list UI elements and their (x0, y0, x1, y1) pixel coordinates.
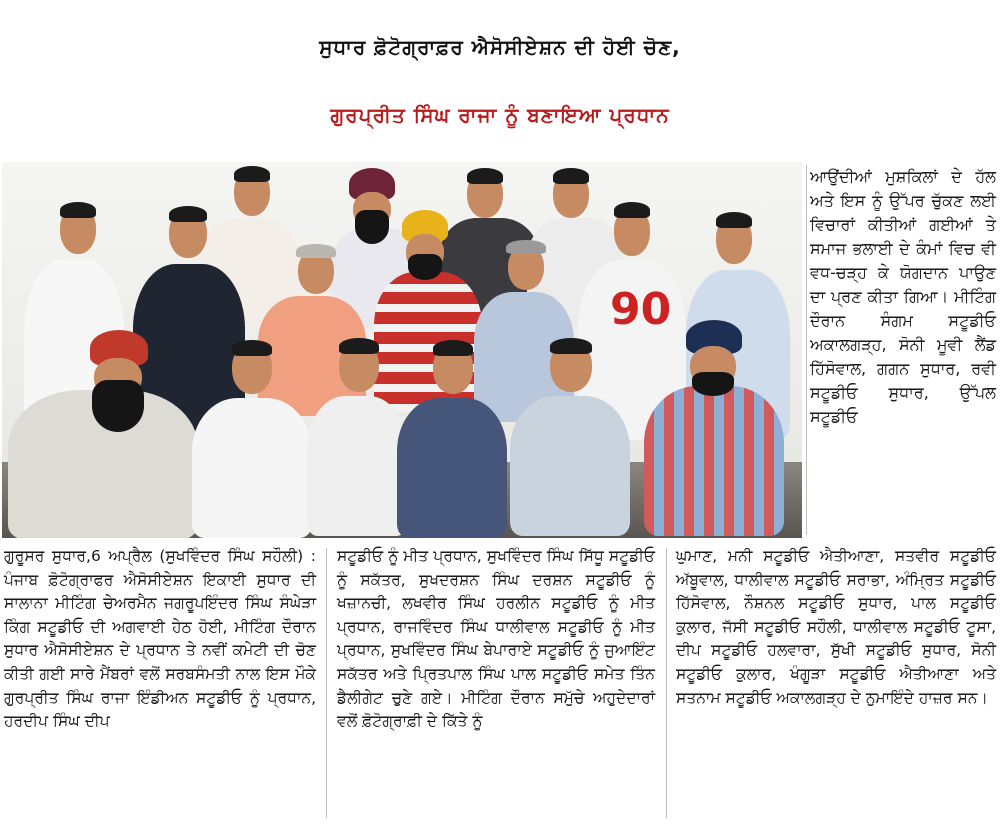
headline-line-2: ਗੁਰਪ੍ਰੀਤ ਸਿੰਘ ਰਾਜਾ ਨੂੰ ਬਣਾਇਆ ਪ੍ਰਧਾਨ (330, 103, 670, 127)
headline-line-1: ਸੁਧਾਰ ਫ਼ੋਟੋਗ੍ਰਾਫ਼ਰ ਐਸੋਸੀਏਸ਼ਨ ਦੀ ਹੋਈ ਚੋਣ, (319, 35, 681, 59)
side-column-text: ਆਉਂਦੀਆਂ ਮੁਸ਼ਕਿਲਾਂ ਦੇ ਹੱਲ ਅਤੇ ਇਸ ਨੂੰ ਉੱਪਰ ਚੁੱਕਣ ਲਈ ਵਿਚਾਰਾਂ ਕੀਤੀਆਂ ਗਈਆਂ ਤੇ ਸਮਾਜ ਭਲਾਈ ਦੇ ਕੰਮਾਂ ਵਿਚ ਵੀ ਵਧ-ਚੜ੍ਹ ਕੇ ਯੋਗਦਾਨ ਪਾਉਣ ਦਾ ਪ੍ਰਣ ਕੀਤਾ ਗਿਆ। ਮੀਟਿੰਗ ਦੌਰਾਨ ਸੰਗਮ ਸਟੂਡੀਓ ਅਕਾਲਗੜ੍ਹ, ਸੋਨੀ ਮੂਵੀ ਲੈਂਡ ਹਿੱਸੋਵਾਲ, ਗਗਨ ਸੁਧਾਰ, ਰਵੀ ਸਟੂਡੀਓ ਸੁਧਾਰ, ਉੱਪਲ ਸਟੂਡੀਓ (810, 167, 996, 426)
column-divider (806, 165, 807, 535)
column-divider (666, 548, 667, 818)
article-column-3: ਘੁਮਾਣ, ਮਨੀ ਸਟੂਡੀਓ ਐਤੀਆਣਾ, ਸਤਵੀਰ ਸਟੂਡੀਓ ਅੱਬੂਵਾਲ, ਧਾਲੀਵਾਲ ਸਟੂਡੀਓ ਸਰਾਭਾ, ਅੰਮ੍ਰਿਤ ਸਟੂਡੀਓ ਹਿੱਸੋਵਾਲ, ਨੌਸ਼ਨਲ ਸਟੂਡੀਓ ਸੁਧਾਰ, ਪਾਲ ਸਟੂਡੀਓ ਕੁਲਾਰ, ਜੱਸੀ ਸਟੂਡੀਓ ਸਹੌਲੀ, ਧਾਲੀਵਾਲ ਸਟੂਡੀਓ ਟੂਸਾ, ਦੀਪ ਸਟੂਡੀਓ ਹਲਵਾਰਾ, ਸੁੱਖੀ ਸਟੂਡੀਓ ਸੁਧਾਰ, ਸੋਨੀ ਸਟੂਡੀਓ ਕੁਲਾਰ, ਖੰਗੂੜਾ ਸਟੂਡੀਓ ਐਤੀਆਣਾ ਅਤੇ ਸਤਨਾਮ ਸਟੂਡੀਓ ਅਕਾਲਗੜ੍ਹ ਦੇ ਨੁਮਾਇੰਦੇ ਹਾਜ਼ਰ ਸਨ। (676, 547, 996, 707)
group-photo (2, 162, 802, 538)
article-column-2: ਸਟੂਡੀਓ ਨੂੰ ਮੀਤ ਪ੍ਰਧਾਨ, ਸੁਖਵਿੰਦਰ ਸਿੰਘ ਸਿੱਧੂ ਸਟੂਡੀਓ ਨੂੰ ਸਕੱਤਰ, ਸੁਖਦਰਸ਼ਨ ਸਿੰਘ ਦਰਸ਼ਨ ਸਟੂਡੀਓ ਨੂੰ ਖਜ਼ਾਨਚੀ, ਲਖਵੀਰ ਸਿੰਘ ਹਰਲੀਨ ਸਟੂਡੀਓ ਨੂੰ ਮੀਤ ਪ੍ਰਧਾਨ, ਰਾਜਵਿੰਦਰ ਸਿੰਘ ਧਾਲੀਵਾਲ ਸਟੂਡੀਓ ਨੂੰ ਮੀਤ ਪ੍ਰਧਾਨ, ਸੁਖਵਿੰਦਰ ਸਿੰਘ ਬੇਪਾਰਾਏ ਸਟੂਡੀਓ ਨੂੰ ਜੁਆਇੰਟ ਸਕੱਤਰ ਅਤੇ ਪ੍ਰਿਤਪਾਲ ਸਿੰਘ ਪਾਲ ਸਟੂਡੀਓ ਸਮੇਤ ਤਿੰਨ ਡੈਲੀਗੇਟ ਚੁਣੇ ਗਏ। ਮੀਟਿੰਗ ਦੌਰਾਨ ਸਮੁੱਚੇ ਅਹੁਦੇਦਾਰਾਂ ਵਲੋਂ ਫ਼ੋਟੋਗ੍ਰਾਫ਼ੀ ਦੇ ਕਿੱਤੇ ਨੂੰ (337, 547, 655, 731)
article-column-1: ਗੁਰੂਸਰ ਸੁਧਾਰ,6 ਅਪ੍ਰੈਲ (ਸੁਖਵਿੰਦਰ ਸਿੰਘ ਸਹੌਲੀ) : ਪੰਜਾਬ ਫ਼ੋਟੋਗ੍ਰਾਫਰ ਐਸੋਸੀਏਸ਼ਨ ਇਕਾਈ ਸੁਧਾਰ ਦੀ ਸਾਲਾਨਾ ਮੀਟਿੰਗ ਚੇਅਰਮੈਨ ਜਗਰੂਪਇੰਦਰ ਸਿੰਘ ਸੰਘੇੜਾ ਕਿੰਗ ਸਟੂਡੀਓ ਦੀ ਅਗਵਾਈ ਹੇਠ ਹੋਈ, ਮੀਟਿੰਗ ਦੌਰਾਨ ਸੁਧਾਰ ਐਸੋਸੀਏਸ਼ਨ ਦੇ ਪ੍ਰਧਾਨ ਤੇ ਨਵੀਂ ਕਮੇਟੀ ਦੀ ਚੋਣ ਕੀਤੀ ਗਈ ਸਾਰੇ ਮੈਂਬਰਾਂ ਵਲੋਂ ਸਰਬਸੰਮਤੀ ਨਾਲ ਇਸ ਮੌਕੇ ਗੁਰਪ੍ਰੀਤ ਸਿੰਘ ਰਾਜਾ ਇੰਡੀਅਨ ਸਟੂਡੀਓ ਨੂੰ ਪ੍ਰਧਾਨ, ਹਰਦੀਪ ਸਿੰਘ ਦੀਪ (4, 547, 316, 731)
shirt-number: 90 (610, 284, 672, 335)
column-divider (326, 548, 327, 818)
